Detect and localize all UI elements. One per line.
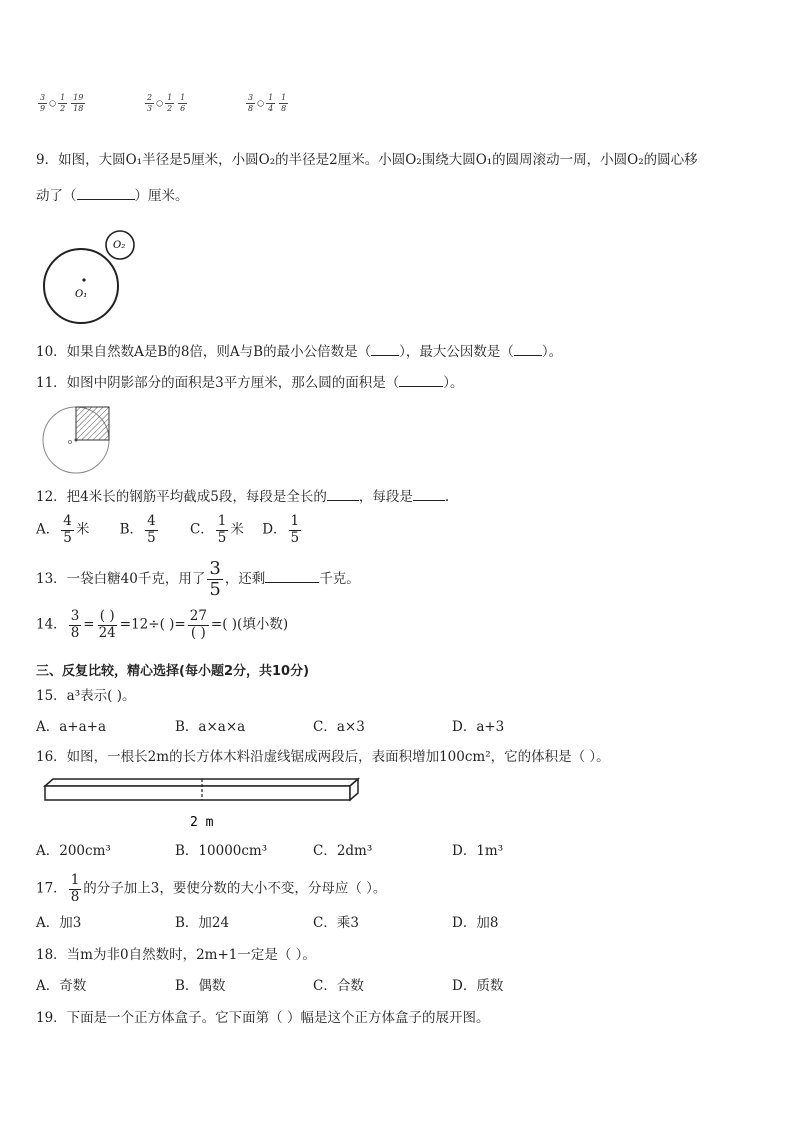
question-9-line2: 动了（ ）厘米。 bbox=[36, 188, 189, 204]
question-14: 14． $\frac{3}{8}$ = $\frac{( )}{24}$ =12÷( )= $\frac{27}{( )}$ =( )(填小数) bbox=[36, 608, 289, 641]
label-o1: O₁ bbox=[75, 289, 88, 300]
question-18: 18．当m为非0自然数时，2m+1一定是（ ）。 bbox=[36, 947, 316, 963]
wood-beam-figure bbox=[40, 776, 362, 832]
option-c[interactable]: C． $\frac{1}{5}$ 米 bbox=[189, 513, 244, 546]
option-a[interactable]: A． $\frac{4}{5}$ 米 bbox=[36, 513, 90, 546]
question-13: 13．一袋白糖40千克，用了 $\frac{3}{5}$ ，还剩 千克。 bbox=[36, 558, 360, 600]
q16-option-b[interactable]: B．10000cm³ bbox=[175, 843, 268, 859]
length-label: 2 m bbox=[190, 815, 214, 830]
answer-blank-gcd[interactable] bbox=[514, 343, 542, 356]
section-3-heading: 三、反复比较，精心选择(每小题2分，共10分) bbox=[36, 664, 310, 679]
question-12: 12．把4米长的钢筋平均截成5段，每段是全长的 ，每段是 . bbox=[36, 489, 450, 505]
question-10: 10．如果自然数A是B的8倍，则A与B的最小公倍数是（ ），最大公因数是（ ）。 bbox=[36, 344, 563, 360]
question-9-line1: 9．如图，大圆O₁半径是5厘米，小圆O₂的半径是2厘米。小圆O₂围绕大圆O₁的圆周滚动一周，小圆O₂的圆心移 bbox=[36, 152, 698, 168]
compare-item-1: $\frac{3}{9}$ ○ $\frac{1}{2}$ $\frac{19}{18}$ bbox=[40, 93, 84, 113]
question-19: 19．下面是一个正方体盒子。它下面第（ ）幅是这个正方体盒子的展开图。 bbox=[36, 1010, 490, 1026]
q17-option-d[interactable]: D．加8 bbox=[452, 915, 499, 931]
q16-option-c[interactable]: C．2dm³ bbox=[313, 843, 373, 859]
question-12-options bbox=[36, 515, 303, 545]
q18-option-d[interactable]: D．质数 bbox=[452, 978, 504, 994]
question-11: 11．如图中阴影部分的面积是3平方厘米，那么圆的面积是（ ）。 bbox=[36, 375, 464, 391]
q16-option-d[interactable]: D．1m³ bbox=[452, 843, 504, 859]
q17-option-a[interactable]: A．加3 bbox=[36, 915, 82, 931]
compare-item-3: $\frac{3}{8}$ ○ $\frac{1}{4}$ $\frac{1}{8}$ bbox=[248, 93, 287, 113]
q17-option-c[interactable]: C．乘3 bbox=[313, 915, 359, 931]
circles-figure bbox=[40, 226, 140, 326]
question-15: 15．a³表示( )。 bbox=[36, 688, 136, 704]
q18-option-c[interactable]: C．合数 bbox=[313, 978, 364, 994]
label-o2: O₂ bbox=[113, 240, 126, 251]
question-16: 16．如图，一根长2m的长方体木料沿虚线锯成两段后，表面积增加100cm²，它的体积是（ ）。 bbox=[36, 749, 610, 765]
q15-option-b[interactable]: B．a×a×a bbox=[175, 719, 246, 735]
question-17: 17． $\frac{1}{8}$ 的分子加上3，要使分数的大小不变，分母应（ ）。 bbox=[36, 872, 387, 905]
answer-blank[interactable] bbox=[77, 187, 135, 200]
q16-option-a[interactable]: A．200cm³ bbox=[36, 843, 111, 859]
answer-blank[interactable] bbox=[399, 374, 443, 387]
answer-blank-lcm[interactable] bbox=[371, 343, 399, 356]
option-b[interactable]: B． $\frac{4}{5}$ bbox=[119, 513, 156, 546]
q17-option-b[interactable]: B．加24 bbox=[175, 915, 230, 931]
compare-item-2: $\frac{2}{3}$ ○ $\frac{1}{2}$ $\frac{1}{6}$ bbox=[147, 93, 186, 113]
q18-option-b[interactable]: B．偶数 bbox=[175, 978, 226, 994]
option-d[interactable]: D． $\frac{1}{5}$ bbox=[262, 513, 300, 546]
answer-blank-fraction[interactable] bbox=[327, 488, 359, 501]
q15-option-a[interactable]: A．a+a+a bbox=[36, 719, 107, 735]
q15-option-c[interactable]: C．a×3 bbox=[313, 719, 365, 735]
answer-blank-length[interactable] bbox=[413, 488, 445, 501]
answer-blank[interactable] bbox=[265, 570, 319, 583]
shaded-circle-figure bbox=[40, 402, 112, 474]
q15-option-d[interactable]: D．a+3 bbox=[452, 719, 505, 735]
q18-option-a[interactable]: A．奇数 bbox=[36, 978, 87, 994]
